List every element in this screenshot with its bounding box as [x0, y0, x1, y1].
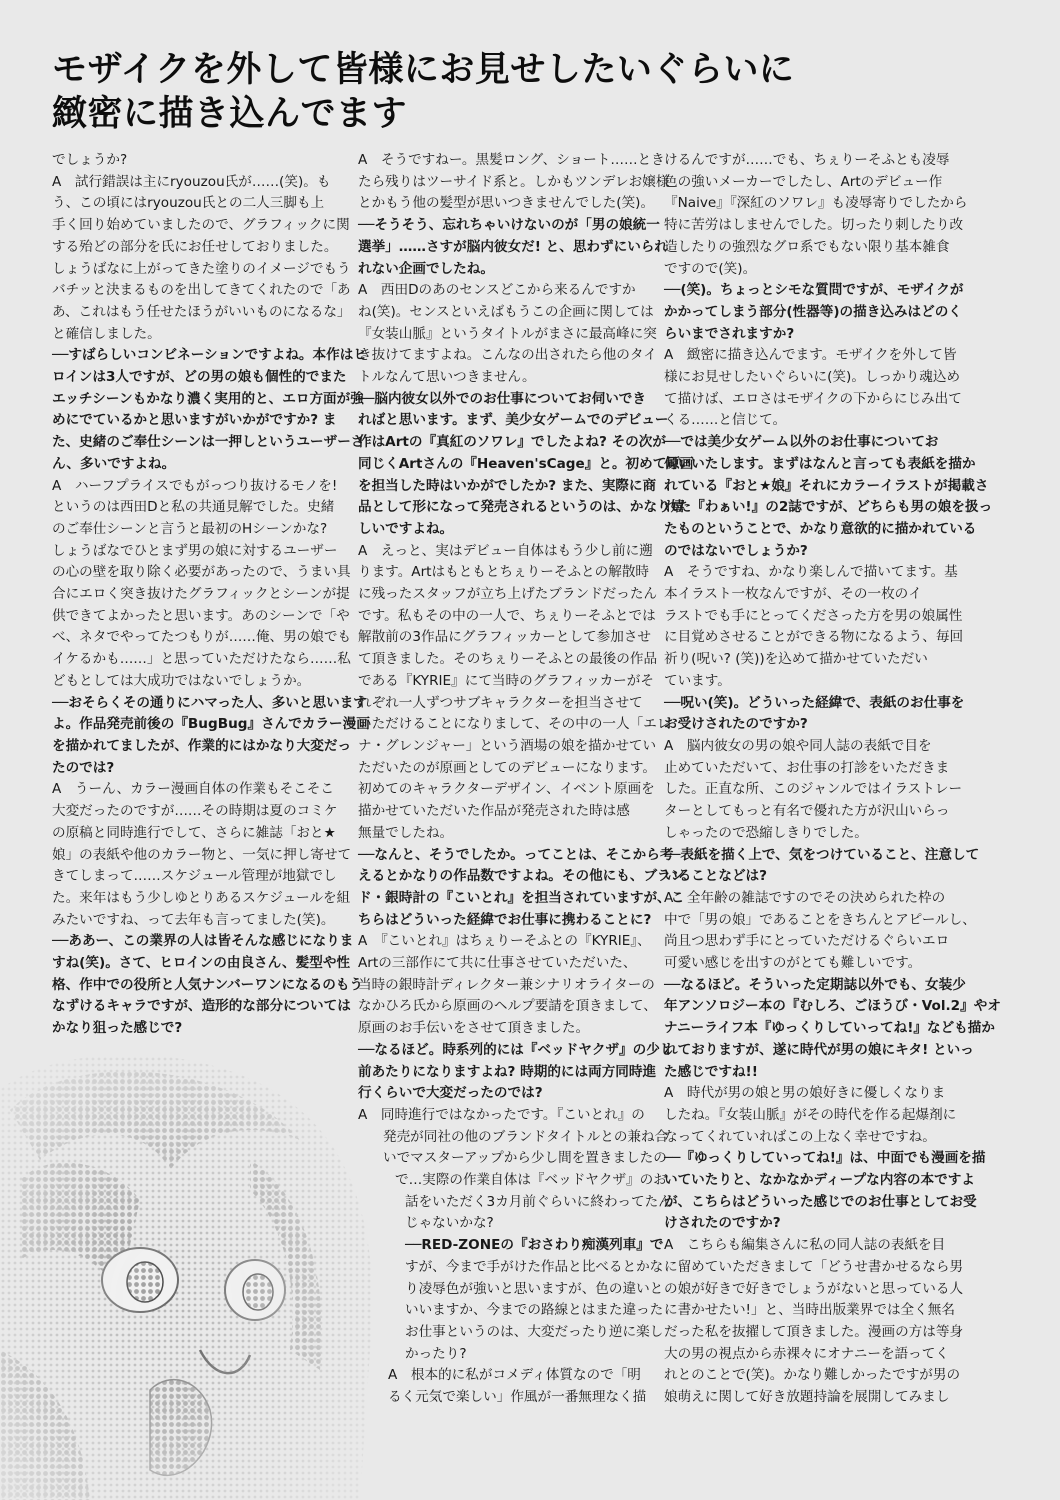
text-line: の心の壁を取り除く必要があったので、うまい具 [52, 564, 351, 581]
text-line: A 全年齢の雑誌ですのでその決められた枠の [664, 889, 946, 906]
text-line: ラストでも手にとってくださった方を男の娘属性 [664, 607, 963, 624]
headline-line-2: 緻密に描き込んでます [52, 94, 408, 134]
text-line: たら残りはツーサイド系と。しかもツンデレお嬢様 [358, 173, 670, 190]
text-line: を描かれてましたが、作業的にはかなり大変だっ [52, 737, 352, 754]
text-line: ド・銀時計の『こいとれ』を担当されていますが、こ [358, 889, 685, 906]
text-line: したね。『女装山脈』がその時代を作る起爆剤に [664, 1106, 957, 1123]
text-line: ナニーライフ本『ゆっくりしていってね!』なども描か [664, 1020, 995, 1037]
text-line: 年アンソロジー本の『むしろ、ごほうび・Vol.2』やオ [664, 998, 1001, 1015]
text-column-1 [52, 150, 370, 1040]
text-line: た。来年はもう少しゆとりあるスケジュールを組 [52, 889, 351, 906]
text-line: ──なるほど。時系列的には『ベッドヤクザ』の少し [358, 1041, 674, 1058]
text-line: ちらはどういった経緯でお仕事に携わることに? [358, 911, 652, 928]
text-line: き抜けてますよね。こんなの出されたら他のタイ [358, 347, 657, 364]
text-line: と確信しました。 [52, 325, 161, 342]
headline-line-1: モザイクを外して皆様にお見せしたいぐらいに [52, 50, 795, 90]
text-line: かかってしまう部分(性器等)の描き込みはどのく [664, 303, 962, 320]
text-line: すが、今まで手がけた作品と比べるとかな [405, 1258, 664, 1275]
text-line: べ、ネタでやってたつもりが……俺、男の娘でも [52, 629, 352, 646]
text-line: バチッと決まるものを出してきてくれたので「あ [52, 282, 351, 299]
text-line: じゃないかな? [405, 1215, 494, 1232]
text-line: A そうですねー。黒髪ロング、ショート……とき [358, 152, 665, 168]
text-line: 前あたりになりますよね? 時期的には両方同時進 [358, 1063, 657, 1080]
text-line: お仕事というのは、大変だったり逆に楽し [405, 1323, 664, 1340]
text-line: ──すばらしいコンビネーションですよね。本作はヒ [52, 347, 367, 364]
text-line: れとのことで(笑)。かなり難しかったですが男の [664, 1367, 961, 1384]
text-line: ています。 [664, 672, 731, 689]
text-line: のご奉仕シーンと言うと最初のHシーンかな? [52, 520, 328, 537]
text-line: り凌辱色が強いと思いますが、色の違いと [405, 1280, 664, 1297]
text-line: 選挙」……さすが脳内彼女だ! と、思わずにいられ [358, 238, 668, 255]
text-line: A 脳内彼女の男の娘や同人誌の表紙で目を [664, 737, 932, 754]
text-line: A えっと、実はデビュー自体はもう少し前に遡 [358, 542, 653, 559]
text-line: 供できてよかったと思います。あのシーンで「や [52, 607, 350, 624]
text-line: です。私もその中の一人で、ちぇりーそふとでは [358, 607, 656, 624]
text-line: 描かせていただいた作品が発売された時は感 [358, 803, 630, 820]
text-line: 大変だったのですが……その時期は夏のコミケ [52, 803, 338, 820]
text-line: 品として形になって発売されるというのは、かなり嬉 [358, 499, 685, 516]
text-line: 伺いいたします。まずはなんと言っても表紙を描か [664, 455, 976, 472]
text-line: 娘」の表紙や他のカラー物と、一気に押し寄せて [52, 846, 352, 863]
text-line: ターとしてもっと有名で優れた方が沢山いらっ [664, 803, 950, 820]
text-line: みたいですね、って去年も言ってました(笑)。 [52, 911, 335, 928]
text-line: ればと思います。まず、美少女ゲームでのデビュー [358, 412, 669, 429]
text-line: 祈り(呪い? (笑))を込めて描かせていただい [664, 651, 928, 668]
text-line: しゃったので恐縮しきりでした。 [664, 824, 868, 841]
text-line: 本イラスト一枚なんですが、その一枚のイ [664, 586, 922, 603]
text-line: Artの三部作にて共に仕事させていただいた、 [358, 955, 637, 972]
text-line: で…実際の作業自体は『ベッドヤクザ』のお [395, 1172, 667, 1189]
text-line: れておりますが、遂に時代が男の娘にキタ! といっ [664, 1041, 974, 1058]
text-line: 作はArtの『真紅のソワレ』でしたよね? その次が [358, 434, 666, 451]
text-line: 『Naive』『深紅のソワレ』も凌辱寄りでしたから [664, 195, 968, 212]
text-line: いただけることになりまして、その中の一人「エレ [358, 716, 671, 733]
text-line: ──(笑)。ちょっとシモな質問ですが、モザイクが [664, 282, 964, 299]
text-line: でしょうか? [52, 152, 128, 168]
text-line: が、こちらはどういった感じでのお仕事としてお受 [664, 1193, 977, 1210]
text-line: に留めていただきまして「どうせ書かせるなら男 [664, 1258, 964, 1275]
text-line: だった私を抜擢して頂きました。漫画の方は等身 [664, 1323, 964, 1340]
text-line: 発売が同社の他のブランドタイトルとの兼ね合 [383, 1128, 669, 1145]
text-line: 話をいただく3カ月前ぐらいに終わってたん [405, 1193, 672, 1210]
text-line: ナ・グレンジャー」という酒場の娘を描かせてい [358, 737, 657, 754]
text-line: くる……と信じて。 [664, 412, 787, 429]
text-line: 解散前の3作品にグラフィッカーとして参加させ [358, 629, 652, 646]
text-line: いいますか、今までの路線とはまた違った [405, 1302, 664, 1319]
text-line: ──ああー、この業界の人は皆そんな感じになりま [52, 933, 354, 950]
text-line: ──表紙を描く上で、気をつけていること、注意して [664, 846, 980, 863]
text-line: である『KYRIE』にて当時のグラフィッカーがそ [358, 672, 654, 689]
text-line: ります。Artはもともとちぇりーそふとの解散時 [358, 564, 650, 581]
text-line: るく元気で楽しい」作風が一番無理なく描 [388, 1389, 647, 1406]
text-line: なずけるキャラですが、造形的な部分については [52, 998, 351, 1015]
text-line: かなり狙った感じで? [52, 1020, 183, 1037]
text-line: ──脳内彼女以外でのお仕事についてお伺いでき [358, 390, 646, 407]
text-line: エッチシーンもかなり濃く実用的と、エロ方面が強 [52, 390, 364, 407]
text-column-2 [358, 150, 694, 1409]
text-line: 同じくArtさんの『Heaven'sCage』と。初めて原画 [358, 455, 694, 472]
text-line: ──そうそう、忘れちゃいけないのが「男の娘統一 [358, 217, 660, 234]
text-line: A うーん、カラー漫画自体の作業もそこそこ [52, 781, 334, 798]
text-line: ただいたのが原画としてのデビューになります。 [358, 759, 656, 776]
text-line: 『女装山脈』というタイトルがまさに最高峰に突 [358, 325, 657, 342]
text-line: イケるかも……」と思っていただけたなら……私 [52, 651, 351, 668]
text-line: た感じですね!! [664, 1063, 758, 1080]
text-line: なってくれていればこの上なく幸せですね。 [664, 1128, 936, 1145]
text-line: よ。作品発売前後の『BugBug』さんでカラー漫画 [52, 716, 370, 733]
text-line: ──呪い(笑)。どういった経緯で、表紙のお仕事を [664, 694, 965, 711]
text-line: に残ったスタッフが立ち上げたブランドだったん [358, 586, 658, 603]
text-line: ロインは3人ですが、どの男の娘も個性的でまた [52, 369, 347, 386]
text-line: 格、作中での役所と人気ナンバーワンになるのもう [52, 976, 364, 993]
text-line: きてしまって……スケジュール管理が地獄でし [52, 868, 337, 885]
text-line: しょうばなでひとまず男の娘に対するユーザー [52, 542, 338, 559]
text-line: トルなんて思いつきません。 [358, 369, 536, 386]
text-line: 可愛い感じを出すのがとても難しいです。 [664, 955, 922, 972]
text-line: 色の強いメーカーでしたし、Artのデビュー作 [664, 173, 943, 190]
text-line: て頂きました。そのちぇりーそふとの最後の作品 [358, 651, 658, 668]
text-line: 尚且つ思わず手にとっていただけるぐらいエロ [664, 933, 950, 950]
text-line: えるとかなりの作品数ですよね。その他にも、ブラン [358, 868, 685, 885]
text-line: めにでているかと思いますがいかがですか? ま [52, 412, 337, 429]
text-line: ──では美少女ゲーム以外のお仕事についてお [664, 434, 939, 451]
text-line: れている『おと★娘』それにカラーイラストが掲載さ [664, 477, 989, 494]
text-line: 止めていただいて、お仕事の打診をいただきま [664, 759, 950, 776]
text-line: どもとしては大成功ではないでしょうか。 [52, 672, 311, 689]
text-line: れた『わぁい!』の2誌ですが、どちらも男の娘を扱っ [664, 499, 993, 516]
text-line: 行くらいで大変だったのでは? [358, 1085, 543, 1102]
text-line: すね(笑)。さて、ヒロインの由良さん、髪型や性 [52, 955, 351, 972]
text-line: ですので(笑)。 [664, 260, 757, 277]
text-line: ね(笑)。センスといえばもうこの企画に関しては [358, 303, 654, 320]
text-line: 初めてのキャラクターデザイン、イベント原画を [358, 781, 655, 798]
text-line: 特に苦労はしませんでした。切ったり刺したり改 [664, 217, 964, 234]
text-line: A 『こいとれ』はちぇりーそふとの『KYRIE』、 [358, 933, 651, 950]
text-line: A こちらも編集さんに私の同人誌の表紙を目 [664, 1237, 946, 1254]
text-line: しょうばなに上がってきた塗りのイメージでもう [52, 260, 351, 277]
text-line: に書かせたい!」と、当時出版業界では全く無名 [664, 1302, 955, 1319]
text-line: た、史緒のご奉仕シーンは一押しというユーザーさ [52, 434, 365, 451]
article-headline [52, 48, 1012, 136]
text-line: れぞれ一人ずつサブキャラクターを担当させて [358, 694, 643, 711]
text-line: の原稿と同時進行でして、さらに雑誌「おと★ [52, 824, 336, 841]
text-line: 手く回り始めていましたので、グラフィックに関 [52, 217, 350, 234]
text-line: ん、多いですよね。 [52, 455, 176, 472]
text-line: らいまでされますか? [664, 325, 795, 342]
text-line: A 根本的に私がコメディ体質なので「明 [388, 1367, 641, 1384]
text-line: というのは西田Dと私の共通見解でした。史緒 [52, 499, 335, 516]
text-line: A ハーフプライスでもがっつり抜けるモノを! [52, 477, 338, 494]
text-line: A 緻密に描き込んでます。モザイクを外して皆 [664, 347, 957, 364]
text-line: かったり? [405, 1345, 467, 1362]
text-line: A 同時進行ではなかったです。『こいとれ』の [358, 1106, 645, 1123]
text-line: たのでは? [52, 759, 115, 776]
text-line: A 試行錯誤は主にryouzou氏が……(笑)。も [52, 173, 331, 190]
text-line: する殆どの部分を氏にお任せしておりました。 [52, 238, 338, 255]
text-line: の娘が好きで好きでしょうがないと思っている人 [664, 1280, 964, 1297]
text-line: 無量でしたね。 [358, 824, 454, 841]
text-line: のではないでしょうか? [664, 542, 808, 559]
text-line: 造したりの強烈なグロ系でもない限り基本雑食 [664, 238, 950, 255]
text-line: なかひろ氏から原画のヘルプ要請を頂きまして、 [358, 998, 657, 1015]
text-line: ──『ゆっくりしていってね!』は、中面でも漫画を描 [664, 1150, 986, 1167]
text-line: しいですよね。 [358, 520, 454, 537]
text-line: う、この頃にはryouzou氏との二人三脚も上 [52, 195, 325, 212]
text-line: に目覚めさせることができる物になるよう、毎回 [664, 629, 964, 646]
text-column-3 [664, 150, 1001, 1409]
text-line: いでマスターアップから少し間を置きましたの [383, 1150, 667, 1167]
text-line: けるんですが……でも、ちぇりーそふとも凌辱 [664, 152, 950, 168]
text-line: たものということで、かなり意欲的に描かれている [664, 520, 977, 537]
text-line: 合にエロく突き抜けたグラフィックとシーンが提 [52, 586, 350, 603]
text-line: いることなどは? [664, 868, 768, 885]
text-line: とかもう他の髪型が思いつきませんでした(笑)。 [358, 195, 655, 212]
text-line: あ、これはもう任せたほうがいいものになるな」 [52, 303, 351, 320]
text-line: を担当した時はいかがでしたか? また、実際に商 [358, 477, 657, 494]
text-line: A 西田Dのあのセンスどこから来るんですか [358, 282, 636, 299]
text-line: ──なるほど。そういった定期誌以外でも、女装少 [664, 976, 966, 993]
text-line: 娘萌えに関して好き放題持論を展開してみまし [664, 1389, 950, 1406]
text-line: いていたりと、なかなかディープな内容の本ですよ [664, 1172, 975, 1189]
text-line: した。正直な所、このジャンルではイラストレー [664, 781, 963, 798]
text-line: ──おそらくその通りにハマった人、多いと思います [52, 694, 367, 711]
text-line: 様にお見せしたいぐらいに(笑)。しっかり魂込め [664, 369, 961, 386]
text-line: ──なんと、そうでしたか。ってことは、そこから考 [358, 846, 674, 863]
text-line: 中で「男の娘」であることをきちんとアピールし、 [664, 911, 976, 928]
text-line: 大の男の視点から赤裸々にオナニーを語ってく [664, 1345, 949, 1362]
text-line: お受けされたのですか? [664, 716, 808, 733]
text-line: れない企画でしたね。 [358, 260, 494, 277]
text-line: 当時の銀時計ディレクター兼シナリオライターの [358, 976, 655, 993]
text-line: けされたのですか? [664, 1215, 781, 1232]
character-illustration [0, 1050, 380, 1500]
text-line: て描けば、エロさはモザイクの下からにじみ出て [664, 390, 962, 407]
text-line: ──RED-ZONEの『おさわり痴漢列車』で [405, 1237, 664, 1254]
text-line: A 時代が男の娘と男の娘好きに優しくなりま [664, 1085, 946, 1102]
text-line: 原画のお手伝いをさせて頂きました。 [358, 1020, 590, 1037]
text-line: A そうですね、かなり楽しんで描いてます。基 [664, 564, 958, 581]
